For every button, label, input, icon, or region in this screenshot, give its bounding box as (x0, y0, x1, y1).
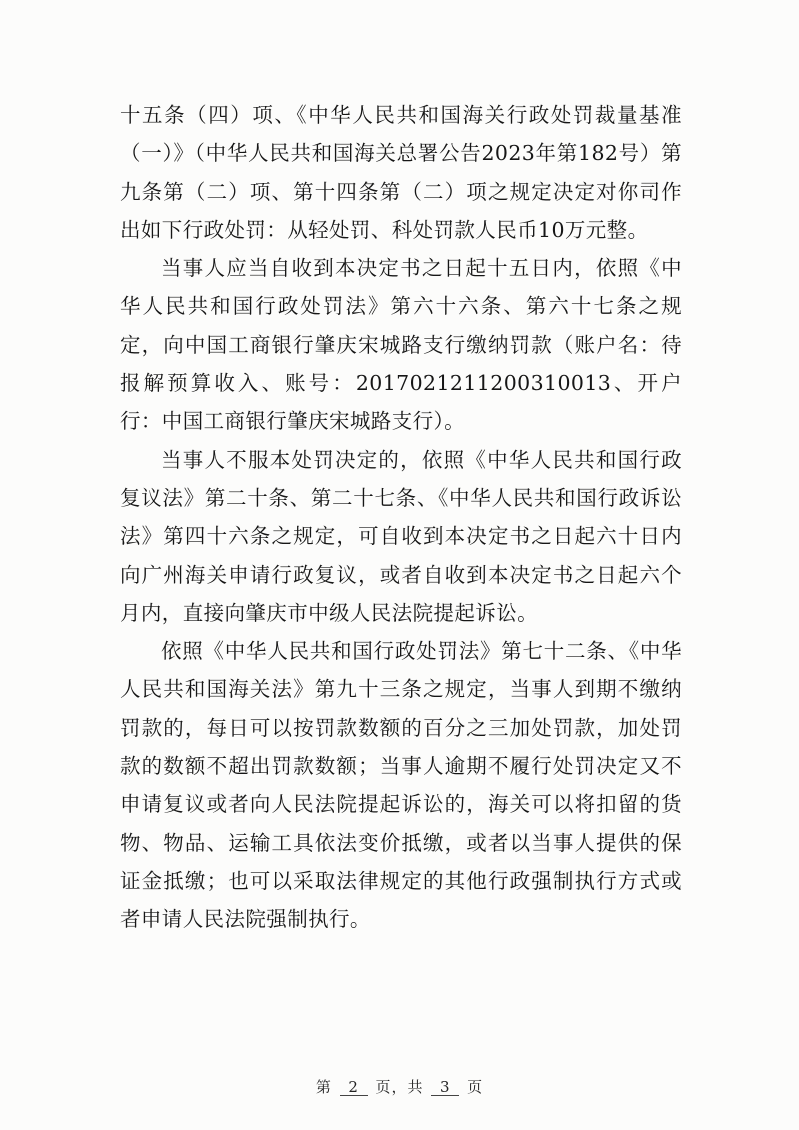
footer-suffix: 页 (467, 1078, 484, 1096)
page-footer (0, 1076, 799, 1097)
paragraph-appeal-rights: 当事人不服本处罚决定的，依照《中华人民共和国行政复议法》第二十条、第二十七条、《中华人民共和国行政诉讼法》第四十六条之规定，可自收到本决定书之日起六十日内向广州海关申请行政复议，或者自收到本决定书之日起六个月内，直接向肇庆市中级人民法院提起诉讼。 (120, 447, 682, 625)
footer-total-pages: 3 (431, 1079, 459, 1096)
document-body (120, 96, 682, 939)
paragraph-penalty-decision: 十五条（四）项、《中华人民共和国海关行政处罚裁量基准（一）》（中华人民共和国海关总署公告2023年第182号）第九条第（二）项、第十四条第（二）项之规定决定对你司作出如下行政处罚：从轻处罚、科处罚款人民币10万元整。 (120, 103, 682, 242)
footer-page-number: 2 (340, 1079, 368, 1096)
footer-prefix: 第 (315, 1078, 332, 1096)
footer-middle: 页，共 (375, 1078, 424, 1096)
paragraph-payment-instructions: 当事人应当自收到本决定书之日起十五日内，依照《中华人民共和国行政处罚法》第六十六条、第六十七条之规定，向中国工商银行肇庆宋城路支行缴纳罚款（账户名：待报解预算收入、账号：2017021211200310013、开户行：中国工商银行肇庆宋城路支行）。 (120, 256, 682, 434)
paragraph-late-payment-enforcement: 依照《中华人民共和国行政处罚法》第七十二条、《中华人民共和国海关法》第九十三条之规定，当事人到期不缴纳罚款的，每日可以按罚款数额的百分之三加处罚款，加处罚款的数额不超出罚款数额；当事人逾期不履行处罚决定又不申请复议或者向人民法院提起诉讼的，海关可以将扣留的货物、物品、运输工具依法变价抵缴，或者以当事人提供的保证金抵缴；也可以采取法律规定的其他行政强制执行方式或者申请人民法院强制执行。 (120, 639, 682, 932)
